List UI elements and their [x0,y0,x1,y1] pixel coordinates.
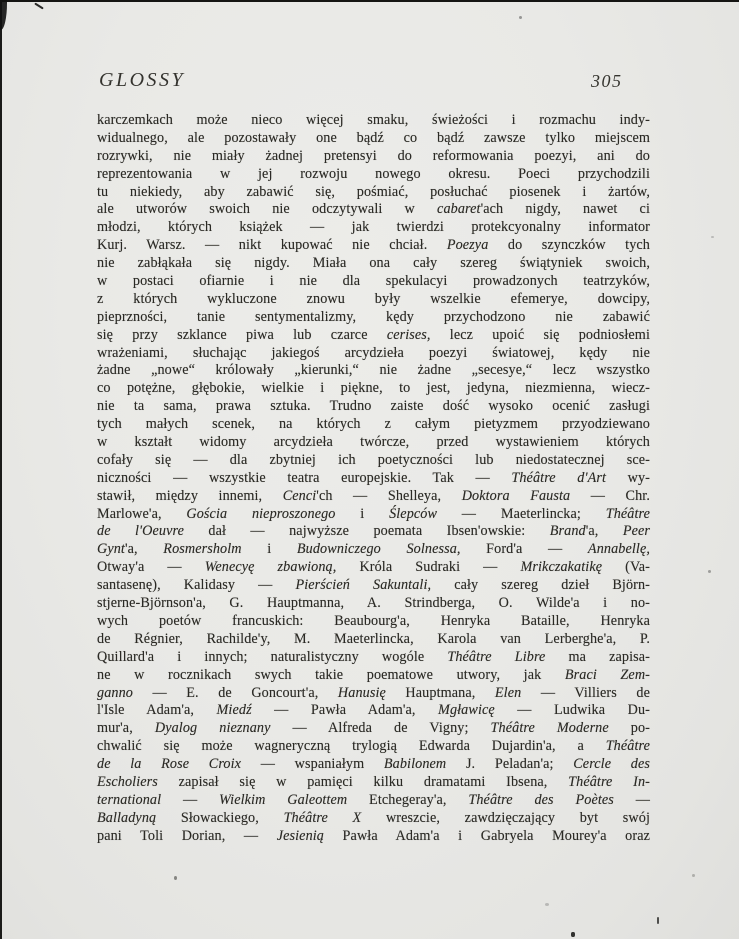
text-line: santasenę), Kalidasy — Pierścień Sakuntali, cały szereg dzieł Björn- [97,577,650,594]
scan-speck [692,874,695,877]
text-line: tych małych scenek, na których z całym pietyzmem przyodziewano [97,416,650,433]
text-line: niczności — wszystkie teatra europejskie. Tak — Théâtre d'Art wy- [97,469,650,486]
scan-speck [711,236,714,238]
text-line: z których wykluczone znowu były wszelkie efemerye, dowcipy, [97,290,650,307]
text-line: Kurj. Warsz. — nikt kupować nie chciał. Poezya do szynczków tych [97,237,650,254]
text-line: de Régnier, Rachilde'y, M. Maeterlincka, Karola van Lerberghe'a, P. [97,630,650,647]
text-line: w kształt widomy arcydzieła twórcze, przed wystawieniem których [97,434,650,451]
text-line: reprezentowania w jej rozwoju nowego okresu. Poeci przychodzili [97,165,650,182]
text-line: chwalić się może wagneryczną trylogią Edwarda Dujardin'a, a Théâtre [97,738,650,755]
text-line: ale utworów swoich nie odczytywali w cabaret'ach nigdy, nawet ci [97,201,650,218]
scan-speck [519,16,522,19]
text-line: Quillard'a i innych; naturalistyczny wogóle Théâtre Libre ma zapisa- [97,648,651,665]
text-line: Escholiers zapisał się w pamięci kilku dramatami Ibsena, Théâtre In- [97,773,650,790]
text-line: widualnego, ale pozostawały one bądź co bądź zawsze tylko miejscem [97,129,650,146]
text-line: młodzi, których książek — jak twierdzi protekcyonalny informator [97,219,650,236]
text-line: się przy szklance piwa lub czarce cerises, lecz upoić się podniosłemi [97,326,650,343]
text-line: żadne „nowe“ królowały „kierunki,“ nie żadne „secesye,“ lecz wszystko [97,362,650,379]
text-line: wych poetów francuskich: Beaubourg'a, Henryka Bataille, Henryka [97,612,650,629]
text-line: nie ta sama, prawa sztuka. Trudno zaiste dość wysoko ocenić zasługi [97,398,650,415]
scan-corner-shadow [0,0,7,30]
text-line: ternational — Wielkim Galeottem Etchegeray'a, Théâtre des Poètes — [97,791,650,808]
text-line: pieprzności, tanie sentymentalizmy, kędy przychodzono nie zabawić [97,308,650,325]
scan-speck [708,570,711,573]
text-line: Balladyną Słowackiego, Théâtre X wreszcie, zawdzięczający byt swój [97,809,650,826]
text-line: ganno — E. de Goncourt'a, Hanusię Hauptmana, Elen — Villiers de [97,684,650,701]
text-line: co potężne, głębokie, wielkie i piękne, to jest, jedyna, niezmienna, wiecz- [97,380,650,397]
text-line: pani Toli Dorian, — Jesienią Pawła Adam'a i Gabryela Mourey'a oraz [97,827,650,844]
scan-speck [545,903,549,906]
scan-edge-left [0,0,2,939]
text-line: Otway'a — Wenecyę zbawioną, Króla Sudraki — Mrikczakatikę (Va- [97,559,650,576]
text-line: wrażeniami, słuchając jakiegoś arcydzieła poezyi światowej, kędy nie [97,344,650,361]
body-text-block [97,112,650,846]
text-line: nie zabłąkała się nigdy. Miała ona cały szereg świątyniek swoich, [97,255,650,272]
text-line: de la Rose Croix — wspaniałym Babilonem J. Peladan'a; Cercle des [97,756,650,773]
text-line: w postaci ofiarnie i nie dla spekulacyi prowadzonych teatrzyków, [97,273,650,290]
page-number: 305 [591,71,623,91]
text-line: mur'a, Dyalog nieznany — Alfreda de Vigny; Théâtre Moderne po- [97,720,650,737]
text-line: tu niekiedy, aby zabawić się, pośmiać, posłuchać piosenek i żartów, [97,183,650,200]
scan-edge-top [0,0,739,2]
scan-speck [657,917,659,924]
text-line: Marlowe'a, Gościa nieproszonego i Ślepców — Maeterlincka; Théâtre [97,505,651,522]
text-line: l'Isle Adam'a, Miedź — Pawła Adam'a, Mgławicę — Ludwika Du- [97,702,650,719]
text-line: ne w rocznikach swych takie poematowe utwory, jak Braci Zem- [97,666,650,683]
text-line: stjerne-Björnson'a, G. Hauptmanna, A. Strindberga, O. Wilde'a i no- [97,595,650,612]
text-line: Gynt'a, Rosmersholm i Budowniczego Solnessa, Ford'a — Annabellę, [97,541,650,558]
scan-speck [174,876,177,880]
scan-corner-mark [34,3,44,10]
scan-speck [571,932,575,937]
text-line: rozrywki, nie miały żadnej pretensyi do reformowania poezyi, ani do [97,147,650,164]
text-line: cofały się — dla zbytniej ich poetyczności lub niedostatecznej sce- [97,451,650,468]
running-header-title: GLOSSY [99,69,186,91]
text-line: karczemkach może nieco więcej smaku, świeżości i rozmachu indy- [97,112,650,128]
text-line: de l'Oeuvre dał — najwyższe poemata Ibsen'owskie: Brand'a, Peer [97,523,650,540]
text-line: stawił, między innemi, Cenci'ch — Shelleya, Doktora Fausta — Chr. [97,487,650,504]
